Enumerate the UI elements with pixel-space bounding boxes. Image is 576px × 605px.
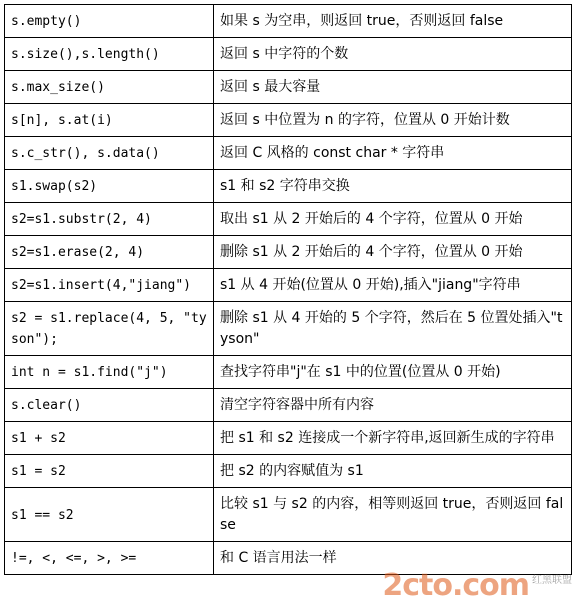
table-row xyxy=(5,269,572,302)
table-row xyxy=(5,5,572,38)
code-cell: s.c_str(), s.data() xyxy=(5,137,214,170)
description-cell: 删除 s1 从 2 开始后的 4 个字符，位置从 0 开始 xyxy=(214,236,572,269)
table-body xyxy=(5,5,572,575)
description-cell: 返回 C 风格的 const char * 字符串 xyxy=(214,137,572,170)
description-cell: 返回 s 最大容量 xyxy=(214,71,572,104)
description-cell: s1 和 s2 字符串交换 xyxy=(214,170,572,203)
code-cell: s2=s1.erase(2, 4) xyxy=(5,236,214,269)
code-cell: s.clear() xyxy=(5,389,214,422)
table-row xyxy=(5,356,572,389)
watermark-logo-text: 2cto xyxy=(382,568,452,603)
string-methods-table xyxy=(4,4,572,575)
watermark xyxy=(382,568,572,603)
table-row xyxy=(5,389,572,422)
code-cell: s2=s1.insert(4,"jiang") xyxy=(5,269,214,302)
watermark-logo xyxy=(382,568,529,603)
code-cell: s1 = s2 xyxy=(5,455,214,488)
table-row xyxy=(5,104,572,137)
description-cell: 把 s2 的内容赋值为 s1 xyxy=(214,455,572,488)
table-row xyxy=(5,137,572,170)
table-row xyxy=(5,170,572,203)
table-row xyxy=(5,38,572,71)
table-row xyxy=(5,71,572,104)
table-row xyxy=(5,422,572,455)
watermark-logo-suffix: .com xyxy=(451,568,529,603)
code-cell: !=, <, <=, >, >= xyxy=(5,542,214,575)
code-cell: int n = s1.find("j") xyxy=(5,356,214,389)
code-cell: s2 = s1.replace(4, 5, "tyson"); xyxy=(5,302,214,356)
description-cell: 取出 s1 从 2 开始后的 4 个字符，位置从 0 开始 xyxy=(214,203,572,236)
description-cell: 把 s1 和 s2 连接成一个新字符串,返回新生成的字符串 xyxy=(214,422,572,455)
code-cell: s1 == s2 xyxy=(5,488,214,542)
code-cell: s1 + s2 xyxy=(5,422,214,455)
description-cell: 返回 s 中字符的个数 xyxy=(214,38,572,71)
description-cell: 如果 s 为空串，则返回 true，否则返回 false xyxy=(214,5,572,38)
table-row xyxy=(5,488,572,542)
description-cell: 返回 s 中位置为 n 的字符，位置从 0 开始计数 xyxy=(214,104,572,137)
watermark-subtitle: 红黑联盟 xyxy=(532,575,572,586)
table-row xyxy=(5,236,572,269)
table-row xyxy=(5,302,572,356)
description-cell: 删除 s1 从 4 开始的 5 个字符，然后在 5 位置处插入"tyson" xyxy=(214,302,572,356)
code-cell: s.size(),s.length() xyxy=(5,38,214,71)
code-cell: s2=s1.substr(2, 4) xyxy=(5,203,214,236)
code-cell: s1.swap(s2) xyxy=(5,170,214,203)
code-cell: s.empty() xyxy=(5,5,214,38)
table-row xyxy=(5,455,572,488)
code-cell: s[n], s.at(i) xyxy=(5,104,214,137)
description-cell: 比较 s1 与 s2 的内容，相等则返回 true，否则返回 false xyxy=(214,488,572,542)
code-cell: s.max_size() xyxy=(5,71,214,104)
description-cell: 查找字符串"j"在 s1 中的位置(位置从 0 开始) xyxy=(214,356,572,389)
table-row xyxy=(5,203,572,236)
description-cell: 和 C 语言用法一样 xyxy=(214,542,572,575)
description-cell: 清空字符容器中所有内容 xyxy=(214,389,572,422)
description-cell: s1 从 4 开始(位置从 0 开始),插入"jiang"字符串 xyxy=(214,269,572,302)
